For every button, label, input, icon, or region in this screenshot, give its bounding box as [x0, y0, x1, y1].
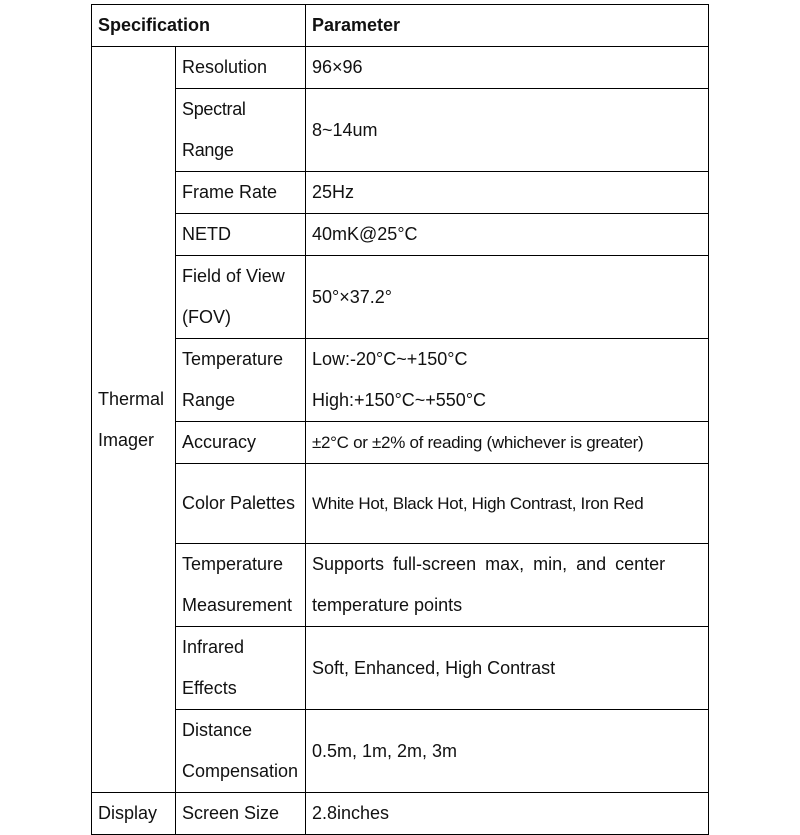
- spec-temperature-range: [176, 339, 306, 422]
- specification-table: [91, 4, 709, 835]
- table-row: [92, 172, 709, 214]
- param-color-palettes: White Hot, Black Hot, High Contrast, Iron Red: [306, 464, 709, 544]
- param-line: Low:-20°C~+150°C: [312, 349, 468, 369]
- spec-line: (FOV): [182, 307, 231, 327]
- spec-distance-compensation: [176, 710, 306, 793]
- param-line: Supports full-screen max, min, and center: [312, 554, 666, 574]
- param-line: High:+150°C~+550°C: [312, 390, 487, 410]
- table-row: [92, 710, 709, 793]
- spec-infrared-effects: [176, 627, 306, 710]
- param-accuracy: ±2°C or ±2% of reading (whichever is greater): [306, 422, 709, 464]
- param-netd: 40mK@25°C: [306, 214, 709, 256]
- spec-field-of-view: [176, 256, 306, 339]
- group-display: Display: [92, 793, 176, 835]
- spec-line: Temperature: [182, 349, 284, 369]
- spec-line: Field of View: [182, 266, 285, 286]
- spec-line: Measurement: [182, 595, 293, 615]
- param-field-of-view: 50°×37.2°: [306, 256, 709, 339]
- param-infrared-effects: Soft, Enhanced, High Contrast: [306, 627, 709, 710]
- group-thermal-imager: [92, 47, 176, 793]
- spec-spectral-range: Spectral Range: [176, 89, 306, 172]
- spec-line: Effects: [182, 678, 237, 698]
- group-name-line: Thermal: [98, 388, 165, 409]
- param-screen-size: 2.8inches: [306, 793, 709, 835]
- param-temperature-range: [306, 339, 709, 422]
- spec-color-palettes: Color Palettes: [176, 464, 306, 544]
- param-temperature-measurement: [306, 544, 709, 627]
- table-row: [92, 47, 709, 89]
- table-row: [92, 214, 709, 256]
- param-frame-rate: 25Hz: [306, 172, 709, 214]
- spec-line: Temperature: [182, 554, 284, 574]
- param-resolution: 96×96: [306, 47, 709, 89]
- table-row: [92, 793, 709, 835]
- table-row: [92, 544, 709, 627]
- table-row: [92, 464, 709, 544]
- spec-line: Compensation: [182, 761, 299, 781]
- table-row: [92, 339, 709, 422]
- table-row: [92, 422, 709, 464]
- header-row: [92, 5, 709, 47]
- spec-screen-size: Screen Size: [176, 793, 306, 835]
- spec-line: Distance: [182, 720, 253, 740]
- spec-line: Infrared: [182, 637, 245, 657]
- table-row: [92, 89, 709, 172]
- param-spectral-range: 8~14um: [306, 89, 709, 172]
- table-row: [92, 256, 709, 339]
- spec-netd: NETD: [176, 214, 306, 256]
- header-specification: Specification: [92, 5, 306, 47]
- header-parameter: Parameter: [306, 5, 709, 47]
- spec-resolution: Resolution: [176, 47, 306, 89]
- spec-frame-rate: Frame Rate: [176, 172, 306, 214]
- group-name-line: Imager: [98, 429, 155, 450]
- spec-temperature-measurement: [176, 544, 306, 627]
- param-line: temperature points: [312, 595, 463, 615]
- param-distance-compensation: 0.5m, 1m, 2m, 3m: [306, 710, 709, 793]
- table-row: [92, 627, 709, 710]
- spec-accuracy: Accuracy: [176, 422, 306, 464]
- spec-line: Range: [182, 390, 236, 410]
